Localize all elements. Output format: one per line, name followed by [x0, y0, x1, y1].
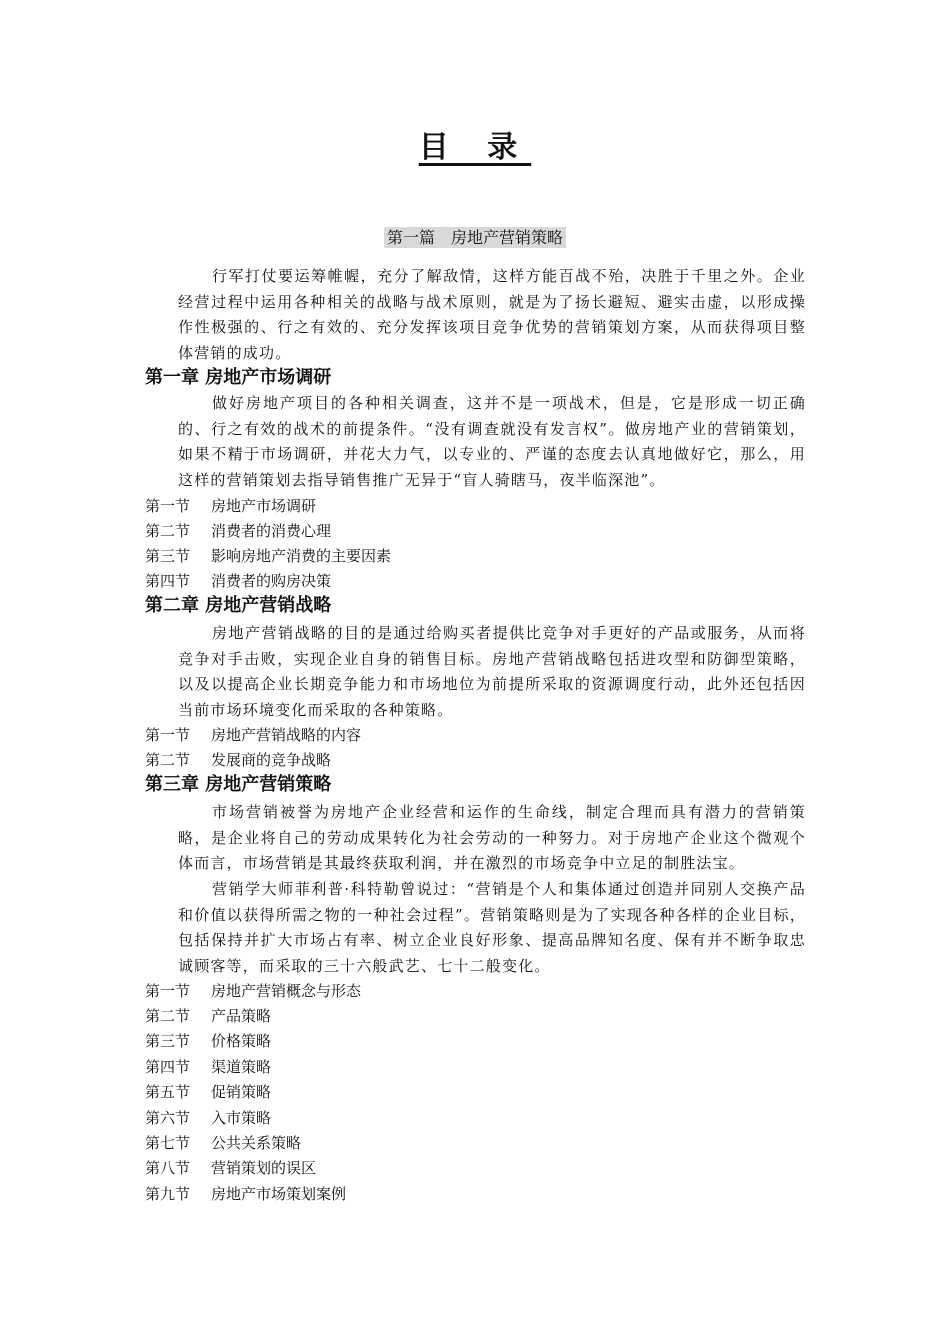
- section-title: 房地产营销战略的内容: [211, 726, 362, 744]
- toc-section-item: [145, 1108, 271, 1128]
- chapter-3-paragraph-2: 营销学大师菲利普·科特勒曾说过：“营销是个人和集体通过创造并同别人交换产品和价值以获得所需之物的一种社会过程”。营销策略则是为了实现各种各样的企业目标，包括保持并扩大市场占有率、树立企业良好形象、提高品牌知名度、保有并不断争取忠诚顾客等，而采取的三十六般武艺、七十二般变化。: [178, 880, 806, 975]
- section-title: 房地产市场调研: [211, 497, 317, 515]
- section-number: 第二节: [145, 751, 191, 769]
- toc-section-item: [145, 1184, 346, 1204]
- toc-section-item: [145, 981, 361, 1001]
- toc-section-item: [145, 1031, 271, 1051]
- section-title: 营销策划的误区: [211, 1159, 317, 1177]
- section-title: 价格策略: [211, 1032, 272, 1050]
- section-title: 消费者的购房决策: [211, 572, 332, 590]
- section-number: 第九节: [145, 1185, 191, 1203]
- intro-paragraph: 行军打仗要运筹帷幄，充分了解敌情，这样方能百战不殆，决胜于千里之外。企业经营过程中运用各种相关的战略与战术原则，就是为了扬长避短、避实击虚，以形成操作性极强的、行之有效的、充分发挥该项目竞争优势的营销策划方案，从而获得项目整体营销的成功。: [178, 267, 806, 362]
- toc-section-item: [145, 1006, 271, 1026]
- section-title: 发展商的竞争战略: [211, 751, 332, 769]
- section-number: 第一节: [145, 726, 191, 744]
- section-title: 房地产营销概念与形态: [211, 982, 362, 1000]
- section-title: 产品策略: [211, 1007, 272, 1025]
- section-title: 消费者的消费心理: [211, 522, 332, 540]
- section-title: 房地产市场策划案例: [211, 1185, 347, 1203]
- toc-section-item: [145, 725, 361, 745]
- toc-section-item: [145, 496, 316, 516]
- section-number: 第五节: [145, 1083, 191, 1101]
- chapter-1-heading: 第一章 房地产市场调研: [145, 367, 332, 388]
- toc-section-item: [145, 1057, 271, 1077]
- toc-section-item: [145, 1158, 316, 1178]
- chapter-1-paragraph: 做好房地产项目的各种相关调查，这并不是一项战术，但是，它是形成一切正确的、行之有效的战术的前提条件。“没有调查就没有发言权”。做房地产业的营销策划，如果不精于市场调研，并花大力气，以专业的、严谨的态度去认真地做好它，那么，用这样的营销策划去指导销售推广无异于“盲人骑瞎马，夜半临深池”。: [178, 394, 806, 489]
- section-title: 渠道策略: [211, 1058, 272, 1076]
- section-number: 第四节: [145, 572, 191, 590]
- toc-section-item: [145, 571, 331, 591]
- section-title: 入市策略: [211, 1109, 272, 1127]
- section-number: 第一节: [145, 497, 191, 515]
- toc-section-item: [145, 521, 331, 541]
- chapter-3-paragraph-1: 市场营销被誉为房地产企业经营和运作的生命线，制定合理而具有潜力的营销策略，是企业将自己的劳动成果转化为社会劳动的一种努力。对于房地产企业这个微观个体而言，市场营销是其最终获取利润，并在激烈的市场竞争中立足的制胜法宝。: [178, 803, 806, 873]
- part-heading: [0, 225, 950, 251]
- toc-section-item: [145, 1082, 271, 1102]
- section-number: 第三节: [145, 1032, 191, 1050]
- chapter-2-paragraph: 房地产营销战略的目的是通过给购买者提供比竞争对手更好的产品或服务，从而将竞争对手击败，实现企业自身的销售目标。房地产营销战略包括进攻型和防御型策略，以及以提高企业长期竞争能力和市场地位为前提所采取的资源调度行动，此外还包括因当前市场环境变化而采取的各种策略。: [178, 624, 806, 719]
- chapter-3-heading: 第三章 房地产营销策略: [145, 774, 332, 795]
- section-number: 第四节: [145, 1058, 191, 1076]
- toc-title: [0, 128, 950, 168]
- section-number: 第八节: [145, 1159, 191, 1177]
- toc-section-item: [145, 750, 331, 770]
- toc-section-item: [145, 1133, 301, 1153]
- section-number: 第二节: [145, 1007, 191, 1025]
- section-number: 第三节: [145, 547, 191, 565]
- section-title: 促销策略: [211, 1083, 272, 1101]
- chapter-2-heading: 第二章 房地产营销战略: [145, 595, 332, 616]
- toc-section-item: [145, 546, 391, 566]
- part-heading-text: 第一篇 房地产营销策略: [384, 227, 566, 248]
- section-number: 第二节: [145, 522, 191, 540]
- section-title: 公共关系策略: [211, 1134, 302, 1152]
- toc-title-text: 目 录: [418, 130, 532, 165]
- section-number: 第六节: [145, 1109, 191, 1127]
- section-number: 第一节: [145, 982, 191, 1000]
- section-title: 影响房地产消费的主要因素: [211, 547, 392, 565]
- section-number: 第七节: [145, 1134, 191, 1152]
